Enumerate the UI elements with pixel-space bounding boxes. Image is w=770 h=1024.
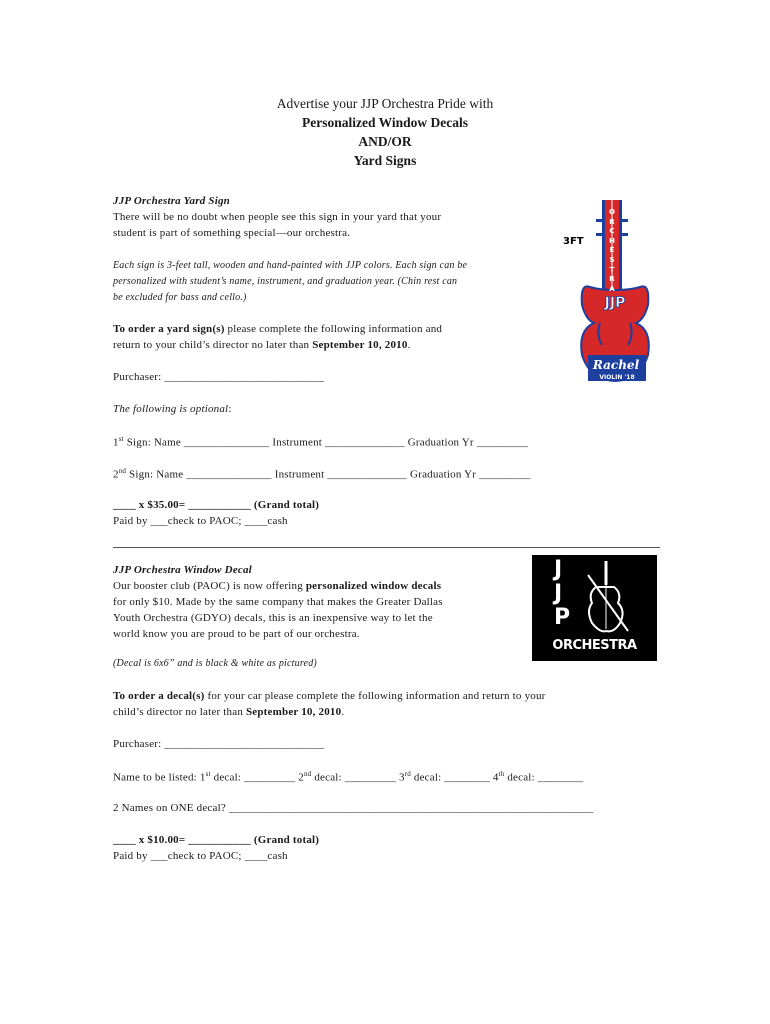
yard-sign-desc-1: Each sign is 3-feet tall, wooden and hand-painted with JJP colors. Each sign can be: [113, 260, 468, 271]
violin-peg: [596, 219, 602, 222]
decal-para-4: world know you are proud to be part of our orchestra.: [113, 628, 360, 640]
decal-order-end: .: [341, 706, 345, 718]
header-line-4: Yard Signs: [353, 153, 417, 168]
yard-sign-optional-colon: :: [228, 403, 232, 415]
decal-para-1: [113, 580, 441, 592]
names-sup-4: th: [498, 770, 505, 778]
names-part-a: Name to be listed: 1: [113, 771, 206, 784]
decal-image: [532, 555, 657, 661]
decal-order-bold: To order a decal(s): [113, 690, 205, 702]
sign1-rest: Sign: Name _______________ Instrument ______________ Graduation Yr _________: [123, 436, 529, 449]
violin-neck-letter: R: [609, 217, 615, 226]
yard-sign-order-line2: return to your child’s director no later than: [113, 339, 313, 351]
decal-letter-j1: J: [554, 557, 563, 582]
names-part-c: decal: _________ 3: [311, 771, 405, 784]
sign2-number: 2: [113, 468, 119, 481]
violin-peg: [622, 219, 628, 222]
violin-neck-letter: E: [609, 246, 615, 255]
names-sup-3: rd: [404, 770, 411, 778]
yard-sign-order-bold: To order a yard sign(s): [113, 323, 225, 335]
decal-para-3: Youth Orchestra (GDYO) decals, this is an inexpensive way to let the: [113, 612, 433, 624]
header-line-1: Advertise your JJP Orchestra Pride with: [276, 96, 494, 111]
violin-neck-letter: C: [609, 227, 615, 236]
decal-violin-icon: [582, 559, 634, 635]
yard-sign-optional: [113, 403, 232, 415]
names-sup-2: nd: [303, 770, 312, 778]
decal-order-2: [113, 706, 344, 718]
yard-sign-order-rest: please complete the following information and: [224, 323, 443, 335]
yard-sign-1-fields[interactable]: [113, 435, 528, 449]
names-part-b: decal: _________ 2: [210, 771, 304, 784]
decal-total[interactable]: ____ x $10.00= ___________ (Grand total): [113, 834, 320, 846]
decal-paid[interactable]: Paid by ___check to PAOC; ____cash: [113, 850, 288, 862]
decal-para-2: for only $10. Made by the same company that makes the Greater Dallas: [113, 596, 443, 608]
sign-3ft-label: 3FT: [563, 236, 584, 247]
yard-sign-intro-1: There will be no doubt when people see this sign in your yard that your: [113, 211, 442, 223]
violin-vertical-letters: [607, 208, 617, 294]
violin-neck-letter: R: [609, 275, 615, 284]
yard-sign-purchaser-field[interactable]: Purchaser: ____________________________: [113, 371, 324, 383]
sign2-rest: Sign: Name _______________ Instrument ______________ Graduation Yr _________: [126, 468, 531, 481]
yard-sign-desc-3: be excluded for bass and cello.): [113, 292, 247, 303]
yard-sign-desc-2: personalized with student’s name, instrument, and graduation year. (Chin rest can: [113, 276, 458, 287]
decal-note: (Decal is 6x6” and is black & white as pictured): [113, 658, 317, 669]
decal-orchestra-text: ORCHESTRA: [552, 638, 637, 653]
decal-order-date: September 10, 2010: [245, 706, 342, 718]
decal-order-rest: for your car please complete the following information and return to your: [204, 690, 546, 702]
sign1-suffix: st: [118, 435, 124, 443]
section-divider: [113, 547, 660, 548]
decal-names-fields[interactable]: [113, 770, 583, 784]
yard-sign-optional-label: The following is optional: [113, 403, 229, 415]
yard-sign-image: [560, 195, 670, 390]
violin-neck-letter: T: [609, 265, 615, 274]
violin-neck-letter: S: [609, 255, 615, 264]
violin-jjp-text: JJP: [604, 295, 626, 311]
header-line-2: Personalized Window Decals: [301, 115, 468, 130]
decal-letter-p: P: [554, 605, 571, 630]
yard-sign-heading: JJP Orchestra Yard Sign: [113, 195, 230, 207]
violin-neck-letter: O: [609, 208, 615, 216]
yard-sign-order-end: .: [407, 339, 411, 351]
violin-name-text: Rachel: [592, 358, 640, 372]
decal-order-line2: child’s director no later than: [113, 706, 246, 718]
decal-two-names-field[interactable]: 2 Names on ONE decal? ________________________________________________________________: [113, 802, 594, 814]
yard-sign-paid[interactable]: Paid by ___check to PAOC; ____cash: [113, 515, 288, 527]
yard-sign-total[interactable]: ____ x $35.00= ___________ (Grand total): [113, 499, 320, 511]
names-part-e: decal: ________: [504, 771, 584, 784]
yard-sign-order-2: [113, 339, 411, 351]
decal-order-1: [113, 690, 546, 702]
sign2-suffix: nd: [118, 467, 127, 475]
violin-peg: [596, 233, 602, 236]
decal-heading: JJP Orchestra Window Decal: [113, 564, 252, 576]
decal-para-1b: personalized window decals: [305, 580, 442, 592]
violin-instrument-text: VIOLIN '18: [599, 374, 635, 381]
violin-neck-letter: A: [609, 284, 615, 293]
decal-para-1a: Our booster club (PAOC) is now offering: [113, 580, 306, 592]
decal-purchaser-field[interactable]: Purchaser: ____________________________: [113, 738, 324, 750]
decal-letter-j2: J: [554, 581, 563, 606]
violin-peg: [622, 233, 628, 236]
sign1-number: 1: [113, 436, 119, 449]
yard-sign-order-date: September 10, 2010: [312, 339, 408, 351]
names-sup-1: st: [205, 770, 211, 778]
header-line-3: AND/OR: [358, 134, 412, 149]
yard-sign-2-fields[interactable]: [113, 467, 530, 481]
names-part-d: decal: ________ 4: [410, 771, 499, 784]
yard-sign-intro-2: student is part of something special—our orchestra.: [113, 227, 351, 239]
yard-sign-order-1: [113, 323, 442, 335]
violin-neck-letter: H: [609, 236, 615, 245]
